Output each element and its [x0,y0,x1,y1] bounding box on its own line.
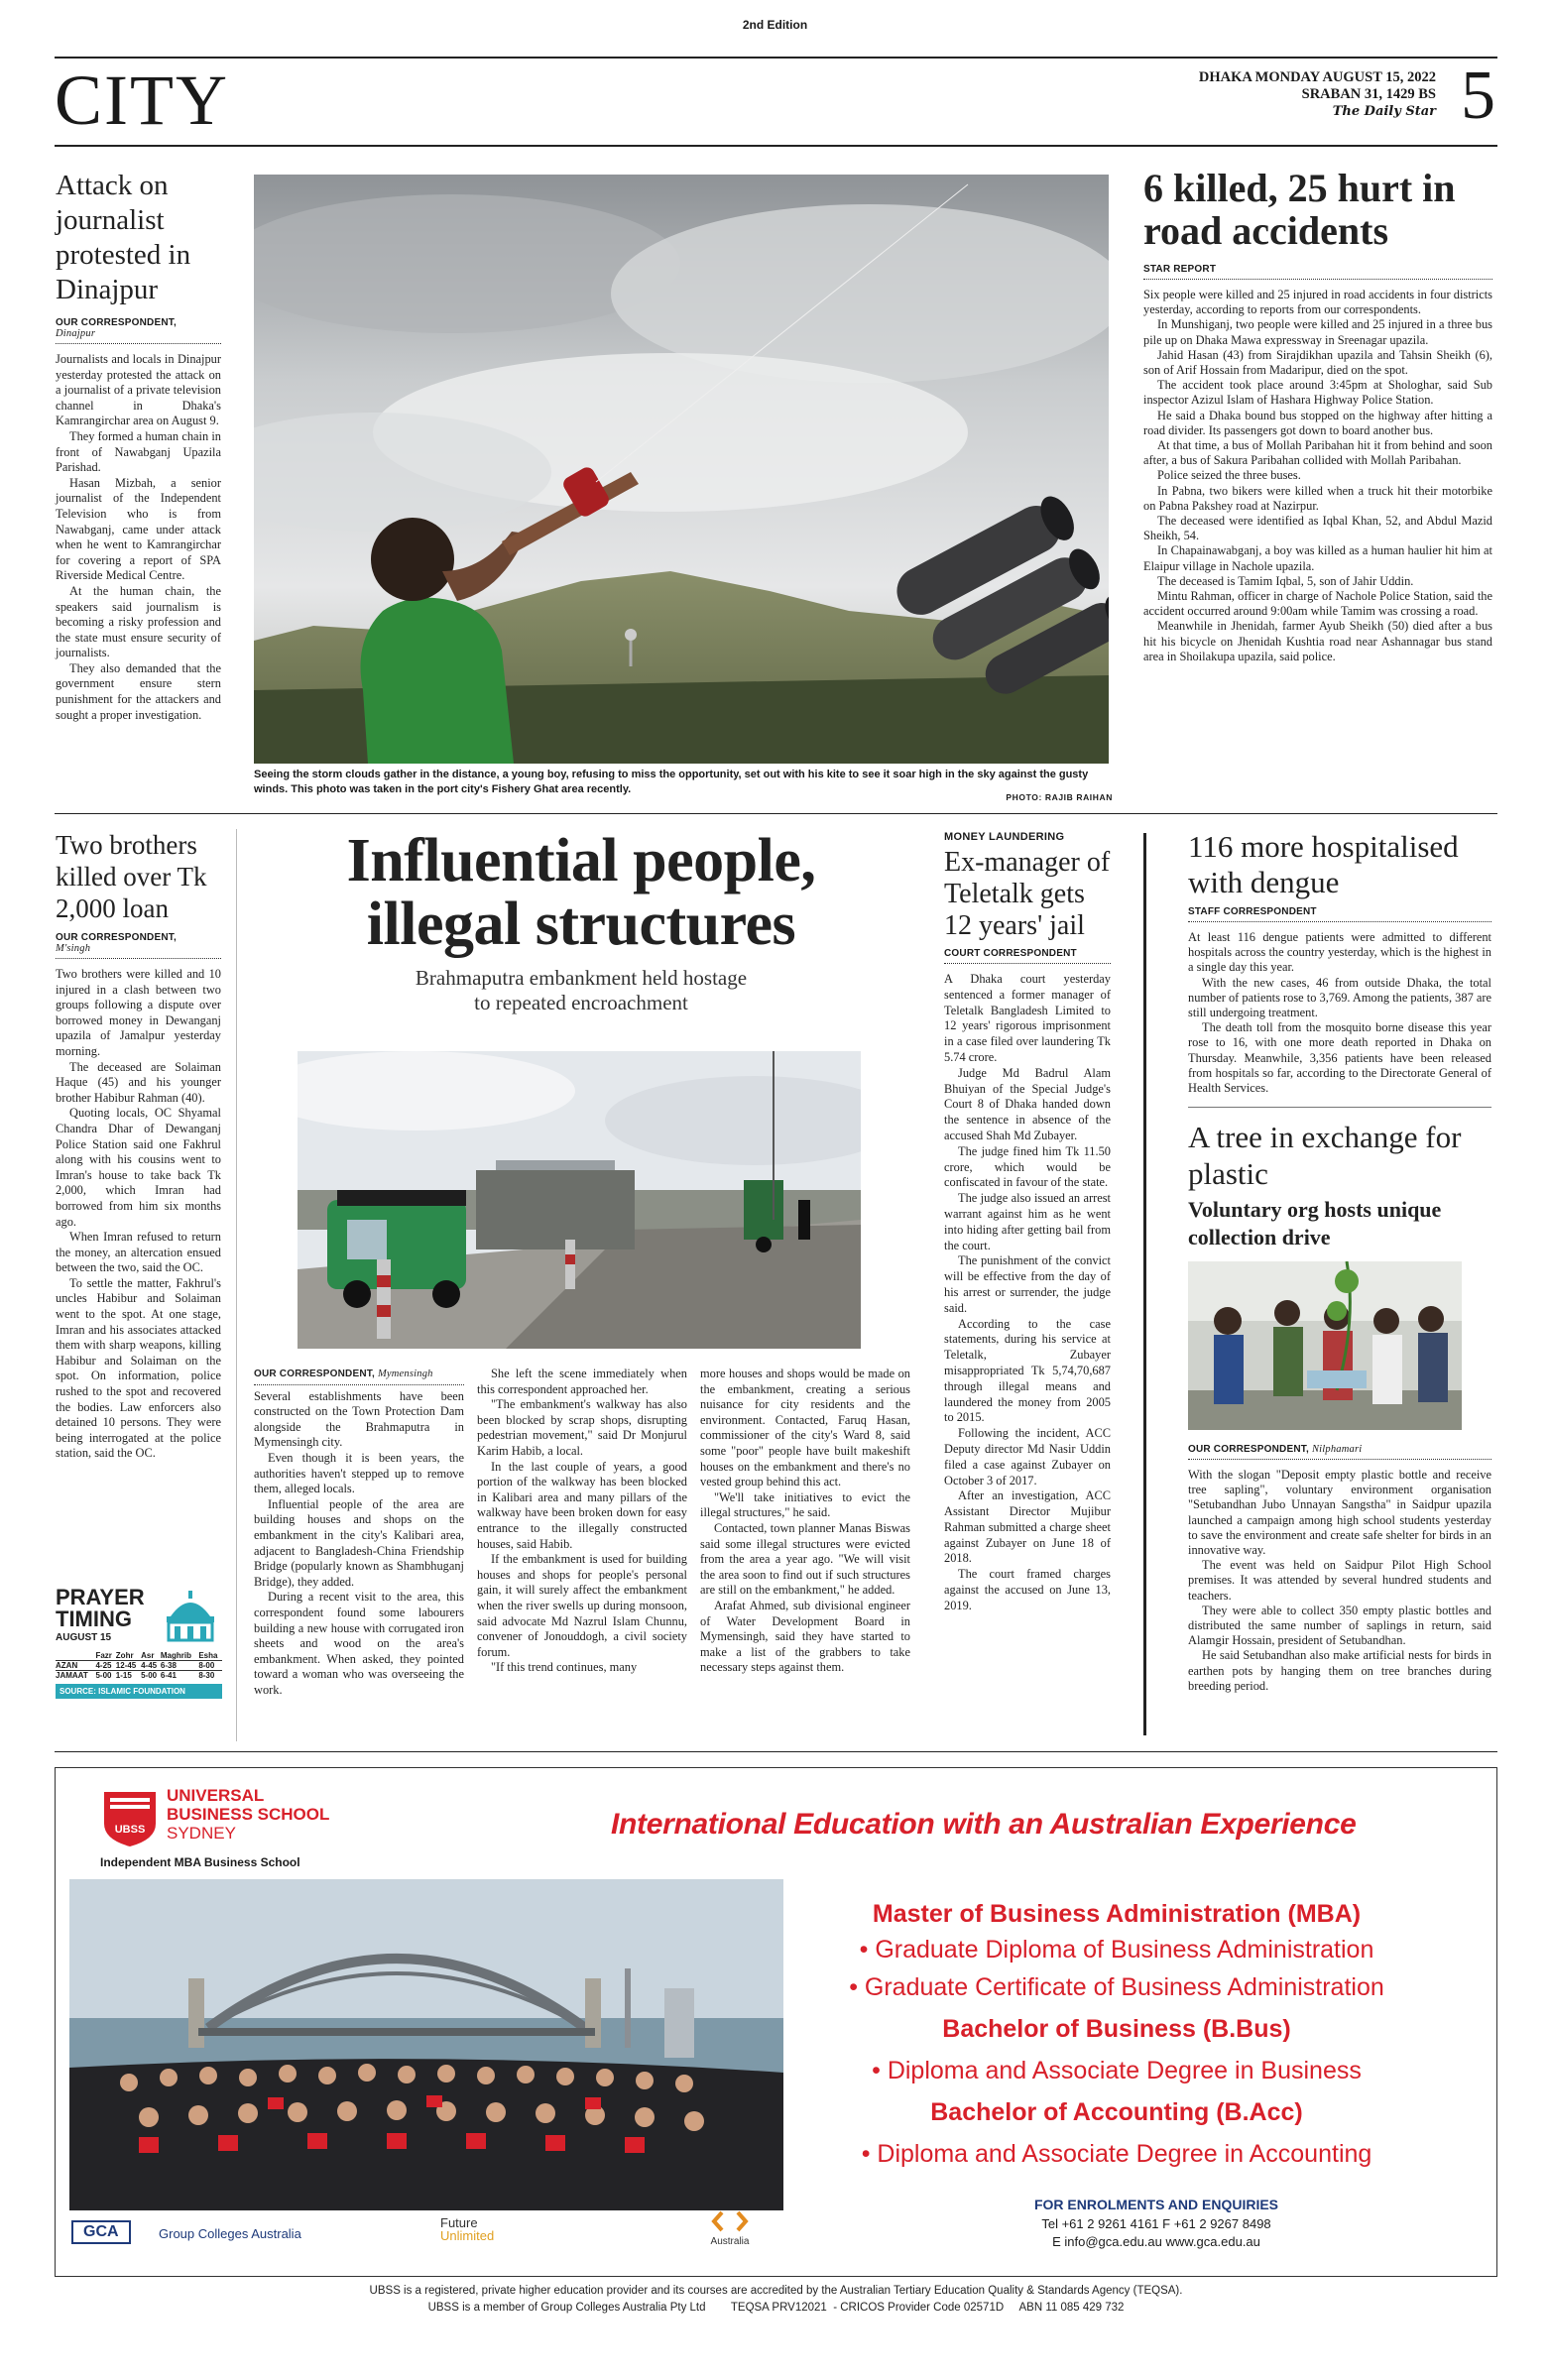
email-web: E info@gca.edu.au www.gca.edu.au [1052,2234,1260,2249]
subhead-influential: Brahmaputra embankment held hostage to repeated encroachment [415,966,748,1014]
article-body: Journalists and locals in Dinajpur yesterday protested the attack on a journalist of a private television channel in Dhaka's Kamrangirchar area on August 9. They formed a human chain in front of Nawabganj Upazila Parishad. Hasan Mizbah, a senior journalist of the Independent Television who is from Nawabganj, came under attack when he went to Kamrangirchar for covering a report of SPA Riverside Medical Centre. At the human chain, the speakers said journalism is becoming a risky profession and the state must ensure security of journalists. They also demanded that the government ensure stern punishment for the attackers and sought a proper investigation. [56,352,221,722]
headline-influential: Influential people, illegal structures [346,827,816,958]
article-dengue [1188,829,1491,1096]
prayer-row-jamaat: JAMAAT 5-00 1-15 5-00 6-41 8-30 [56,1671,222,1681]
program-title: Bachelor of Business (B.Bus) [942,2015,1291,2043]
tree-event-photo [1188,1261,1462,1430]
byline: OUR CORRESPONDENT, Mymensingh [254,1368,433,1379]
divider [56,343,221,344]
embankment-photo [298,1051,861,1349]
headline-teletalk: Ex-manager of Teletalk gets 12 years' jail [944,847,1111,941]
kicker: MONEY LAUNDERING [944,831,1065,843]
graduation-photo [69,1879,783,2210]
enrolment-title: FOR ENROLMENTS AND ENQUIRIES [1033,2197,1279,2212]
fold-rule [55,813,1497,814]
issue-date: DHAKA MONDAY AUGUST 15, 2022 [1198,69,1436,85]
byline: STAFF CORRESPONDENT [1188,906,1317,917]
prayer-row-azan: AZAN 4-25 12-45 4-45 6-38 8-00 [56,1661,222,1671]
article-body: With the slogan "Deposit empty plastic bottle and receive tree sapling", voluntary environment organisation "Setubandhan Jubo Unnayan Sangstha" in Saidpur upazila launched a campaign among high school students yesterday to save the environment and create safe shelter for birds in an innovative way. The event was held on Saidpur Pilot High School premises. It was attended by several hundred students and teachers. They were able to collect 350 empty plastic bottles and distributed the same number of saplings in return, said Alamgir Hossain, president of Setubandhan. He said Setubandhan also make artificial nests for birds in earthen pots by hanging them on tree branches during breeding period. [1188,1468,1491,1693]
ubss-logo-text: UBSS [114,1824,146,1836]
article-body: A Dhaka court yesterday sentenced a former manager of Teletalk Bangladesh Limited to 12 years' rigorous imprisonment in a case filed over laundering Tk 5.74 crore. Judge Md Badrul Alam Bhuiyan of the Special Judge's Court 8 of Dhaka handed down the sentence in absence of the accused Shah Md Zubayer. The judge fined him Tk 11.50 crore, which would be confiscated in favour of the state. The judge also issued an arrest warrant against him as he went into hiding after getting bail from the court. The punishment of the convict will be effective from the day of his arrest or surrender, the judge said. According to the case statements, during his service at Teletalk, Zubayer misappropriated Tk 5,74,70,687 through illegal means and laundered the money from 2005 to 2015. Following the incident, ACC Deputy director Md Nasir Uddin filed a case against Zubayer on October 3 of 2017. After an investigation, ACC Assistant Director Mujibur Rahman submitted a charge sheet against Zubayer on June 18 of 2018. The court framed charges against the accused on June 13, 2019. [944,972,1111,1612]
dateline-block [1199,69,1436,120]
australia-logo: Australia [700,2210,760,2250]
divider [56,958,221,959]
headline-road-accidents: 6 killed, 25 hurt in road accidents [1143,166,1456,253]
ad-headline: International Education with an Australian Experience [611,1808,1357,1841]
page-number: 5 [1461,58,1495,134]
article-teletalk [944,831,1111,1614]
column-rule-heavy [1143,833,1146,1735]
section-title: CITY [55,60,229,140]
future-unlimited-logo: Future Unlimited [440,2215,495,2243]
article-tree-plastic [1188,1119,1491,1251]
headline-dinajpur: Attack on journalist protested in Dinajpur [56,170,191,305]
article-body: Two brothers were killed and 10 injured in a clash between two groups following a dispute over borrowed money in Dewanganj upazila of Jamalpur yesterday morning. The deceased are Solaiman Haque (45) and his younger brother Habibur Rahman (40). Quoting locals, OC Shyamal Chandra Dhar of Dewanganj Police Station said one Fakhrul along with his cousins went to Imran's house to take back Tk 2,000, which Imran had borrowed from him six months ago. When Imran refused to return the money, an altercation ensued between the two, said the OC. To settle the matter, Fakhrul's uncles Habibur and Solaiman went to the spot. At one stage, Imran and his associates attacked them with sharp weapons, killing Habibur and Solaiman on the spot. On information, police rushed to the spot and recovered the bodies. Law enforcers also detained 10 persons. They were being interrogated at the police station, said the OC. [56,967,221,1461]
accreditation-note: UBSS is a registered, private higher education provider and its courses are accredited by the Australian Tertiary Education Quality & Standards Agency (TEQSA). [369,2285,1183,2297]
divider [1188,921,1491,922]
registration-note: UBSS is a member of Group Colleges Australia Pty Ltd TEQSA PRV12021 - CRICOS Provider Code 02571D ABN 11 085 429 732 [427,2302,1125,2314]
masthead-top-rule [55,57,1497,59]
mosque-icon [159,1587,222,1646]
program-list [770,1897,1464,2173]
program-item: • Diploma and Associate Degree in Business [872,2057,1362,2084]
divider [1143,279,1492,280]
article-influential-people [254,829,908,1015]
ubss-logo [100,1790,160,1847]
divider [254,1384,464,1385]
article-body: Six people were killed and 25 injured in road accidents in four districts yesterday, according to reports from our correspondents. In Munshiganj, two people were killed and 25 injured in a three bus pile up on Dhaka Mawa expressway in Sreenagar upazila. Jahid Hasan (43) from Sirajdikhan upazila and Tahsin Sheikh (6), son of Arif Hossain from Madaripur, died on the spot. The accident took place around 3:45pm at Shologhar, said Sub inspector Azizul Islam of Hashara Highway Police Station. He said a Dhaka bound bus stopped on the highway after hitting a road divider. Its passengers got down to board another bus. At that time, a bus of Mollah Paribahan hit it from behind and soon after, a bus of Sakura Paribahan collided with Mollah Paribahan. Police seized the three buses. In Pabna, two bikers were killed when a truck hit their motorbike on Pabna Pakshey road at Nazirpur. The deceased were identified as Iqbal Khan, 52, and Abdul Mazid Sheikh, 54. In Chapainawabganj, a boy was killed as a human haulier hit him at Elaipur village in Nachole upazila. The deceased is Tamim Iqbal, 5, son of Jahir Uddin. Mintu Rahman, officer in charge of Nachole Police Station, said the accident occurred around 9:00am while Tamim was crossing a road. Meanwhile in Jhenidah, farmer Ayub Sheikh (50) died after a bus hit his bicycle on Jhenidah Kushtia road near Ashannagar bus stand area in Shoilakupa upazila, said police. [1143,288,1492,663]
influential-col-2: She left the scene immediately when this correspondent approached her. "The embankment's walkway has also been blocked by scrap shops, disrupting pedestrian movement," said Dr Monjurul Karim Habib, a local. In the last couple of years, a good portion of the walkway has been blocked in Kalibari area and many pillars of the walkway have been broken down for easy entrance to the illegally constructed houses, said Habib. If the embankment is used for building houses and shops for people's personal gain, it will surely affect the embankment when the river swells up during monsoon, said advocate Md Nazrul Islam Chunnu, convener of Jonouddogh, a civil society forum. "If this trend continues, many [477,1367,687,1675]
article-dinajpur [56,169,221,723]
gca-logo: GCA [71,2220,131,2244]
masthead-bottom-rule [55,145,1497,147]
headline-two-brothers: Two brothers killed over Tk 2,000 loan [56,830,207,923]
enrolment-contacts [1008,2197,1305,2249]
article-tree-body [1188,1444,1491,1694]
program-item: • Diploma and Associate Degree in Accounting [861,2140,1372,2168]
byline: COURT CORRESPONDENT [944,948,1077,959]
gca-name: Group Colleges Australia [159,2226,301,2241]
ubss-tagline: Independent MBA Business School [100,1855,300,1869]
column-rule [236,829,237,1741]
main-photo-credit: PHOTO: RAJIB RAIHAN [1006,792,1113,802]
prayer-header-row: Fazr Zohr Asr Maghrib Esha [95,1651,218,1660]
ad-footer-legal [55,2283,1497,2317]
byline: STAR REPORT [1143,264,1217,275]
program-title: Master of Business Administration (MBA) [872,1900,1362,1928]
ubss-advertisement[interactable] [55,1767,1497,2277]
divider-tree [1188,1107,1491,1108]
prayer-table [56,1651,222,1680]
prayer-timing-box [56,1587,222,1699]
prayer-title: PRAYER TIMING [56,1585,145,1631]
byline: OUR CORRESPONDENT, M'singh [56,932,177,954]
influential-col-3: more houses and shops would be made on the embankment, creating a serious nuisance for city residents and the environment. Contacted, Faruq Hasan, commissioner of the city's Ward 8, said some "poor" people have built makeshift houses on the embankment and there's no vested group behind this act. "We'll take initiatives to evict the illegal structures," he said. Contacted, town planner Manas Biswas said some illegal structures were evicted from the area a year ago. "We will visit the area soon to find out if such structures are still on the embankment," he added. Arafat Ahmed, sub divisional engineer of Water Development Board in Mymensingh, said they have started to make a list of the grabbers to take necessary steps against them. [700,1367,910,1675]
divider [944,963,1111,964]
program-title: Bachelor of Accounting (B.Acc) [930,2098,1303,2126]
influential-col-1: OUR CORRESPONDENT, Mymensingh Several establishments have been constructed on the Town Protection Dam alongside the Brahmaputra in Mymensingh city. Even though it is been years, the authorities haven't stepped up to remove them, alleged locals. Influential people of the area are building houses and shops on the embankment in the city's Kalibari area, adjacent to Bangladesh-China Friendship Bridge (popularly known as Shambhuganj Bridge), they added. During a recent visit to the area, this correspondent found some labourers building a new house with corrugated iron sheets and wood on the area's embankment. When asked, they pointed toward a woman who was overseeing the work. [254,1368,464,1697]
ubss-name: UNIVERSAL BUSINESS SCHOOL SYDNEY [167,1786,330,1843]
main-photo-caption: Seeing the storm clouds gather in the distance, a young boy, refusing to miss the opportunity, set out with his kite to see it soar high in the sky against the gusty winds. This photo was taken in the port city's Fishery Ghat area recently. [254,769,1089,795]
program-item: • Graduate Certificate of Business Administration [849,1973,1384,2001]
bangla-date: SRABAN 31, 1429 BS [1301,86,1436,102]
article-two-brothers [56,829,221,1462]
subhead-tree: Voluntary org hosts unique collection drive [1188,1197,1442,1250]
article-road-accidents [1143,167,1492,664]
headline-dengue: 116 more hospitalised with dengue [1188,829,1459,899]
program-item: • Graduate Diploma of Business Administration [859,1936,1374,1964]
edition-label: 2nd Edition [742,18,808,32]
byline: OUR CORRESPONDENT, Dinajpur [56,317,177,339]
headline-tree: A tree in exchange for plastic [1188,1120,1462,1191]
prayer-date: AUGUST 15 [56,1632,112,1643]
ad-top-rule [55,1751,1497,1752]
divider [1188,1459,1491,1460]
byline: OUR CORRESPONDENT, Nilphamari [1188,1444,1363,1455]
prayer-source: SOURCE: ISLAMIC FOUNDATION [56,1684,222,1699]
phone-numbers: Tel +61 2 9261 4161 F +61 2 9267 8498 [1041,2216,1271,2231]
paper-logo: The Daily Star [1332,104,1436,119]
main-photo-kite-boy [254,175,1109,764]
article-body: At least 116 dengue patients were admitted to different hospitals across the country yesterday, which is the highest in a single day this year. With the new cases, 46 from outside Dhaka, the total number of patients rose to 3,769. Among the patients, 387 are still undergoing treatment. The death toll from the mosquito borne disease this year rose to 16, with one more death reported in Dhaka on Thursday. Meanwhile, 3,356 patients have been released from hospitals so far, according to the Directorate General of Health Services. [1188,930,1491,1096]
